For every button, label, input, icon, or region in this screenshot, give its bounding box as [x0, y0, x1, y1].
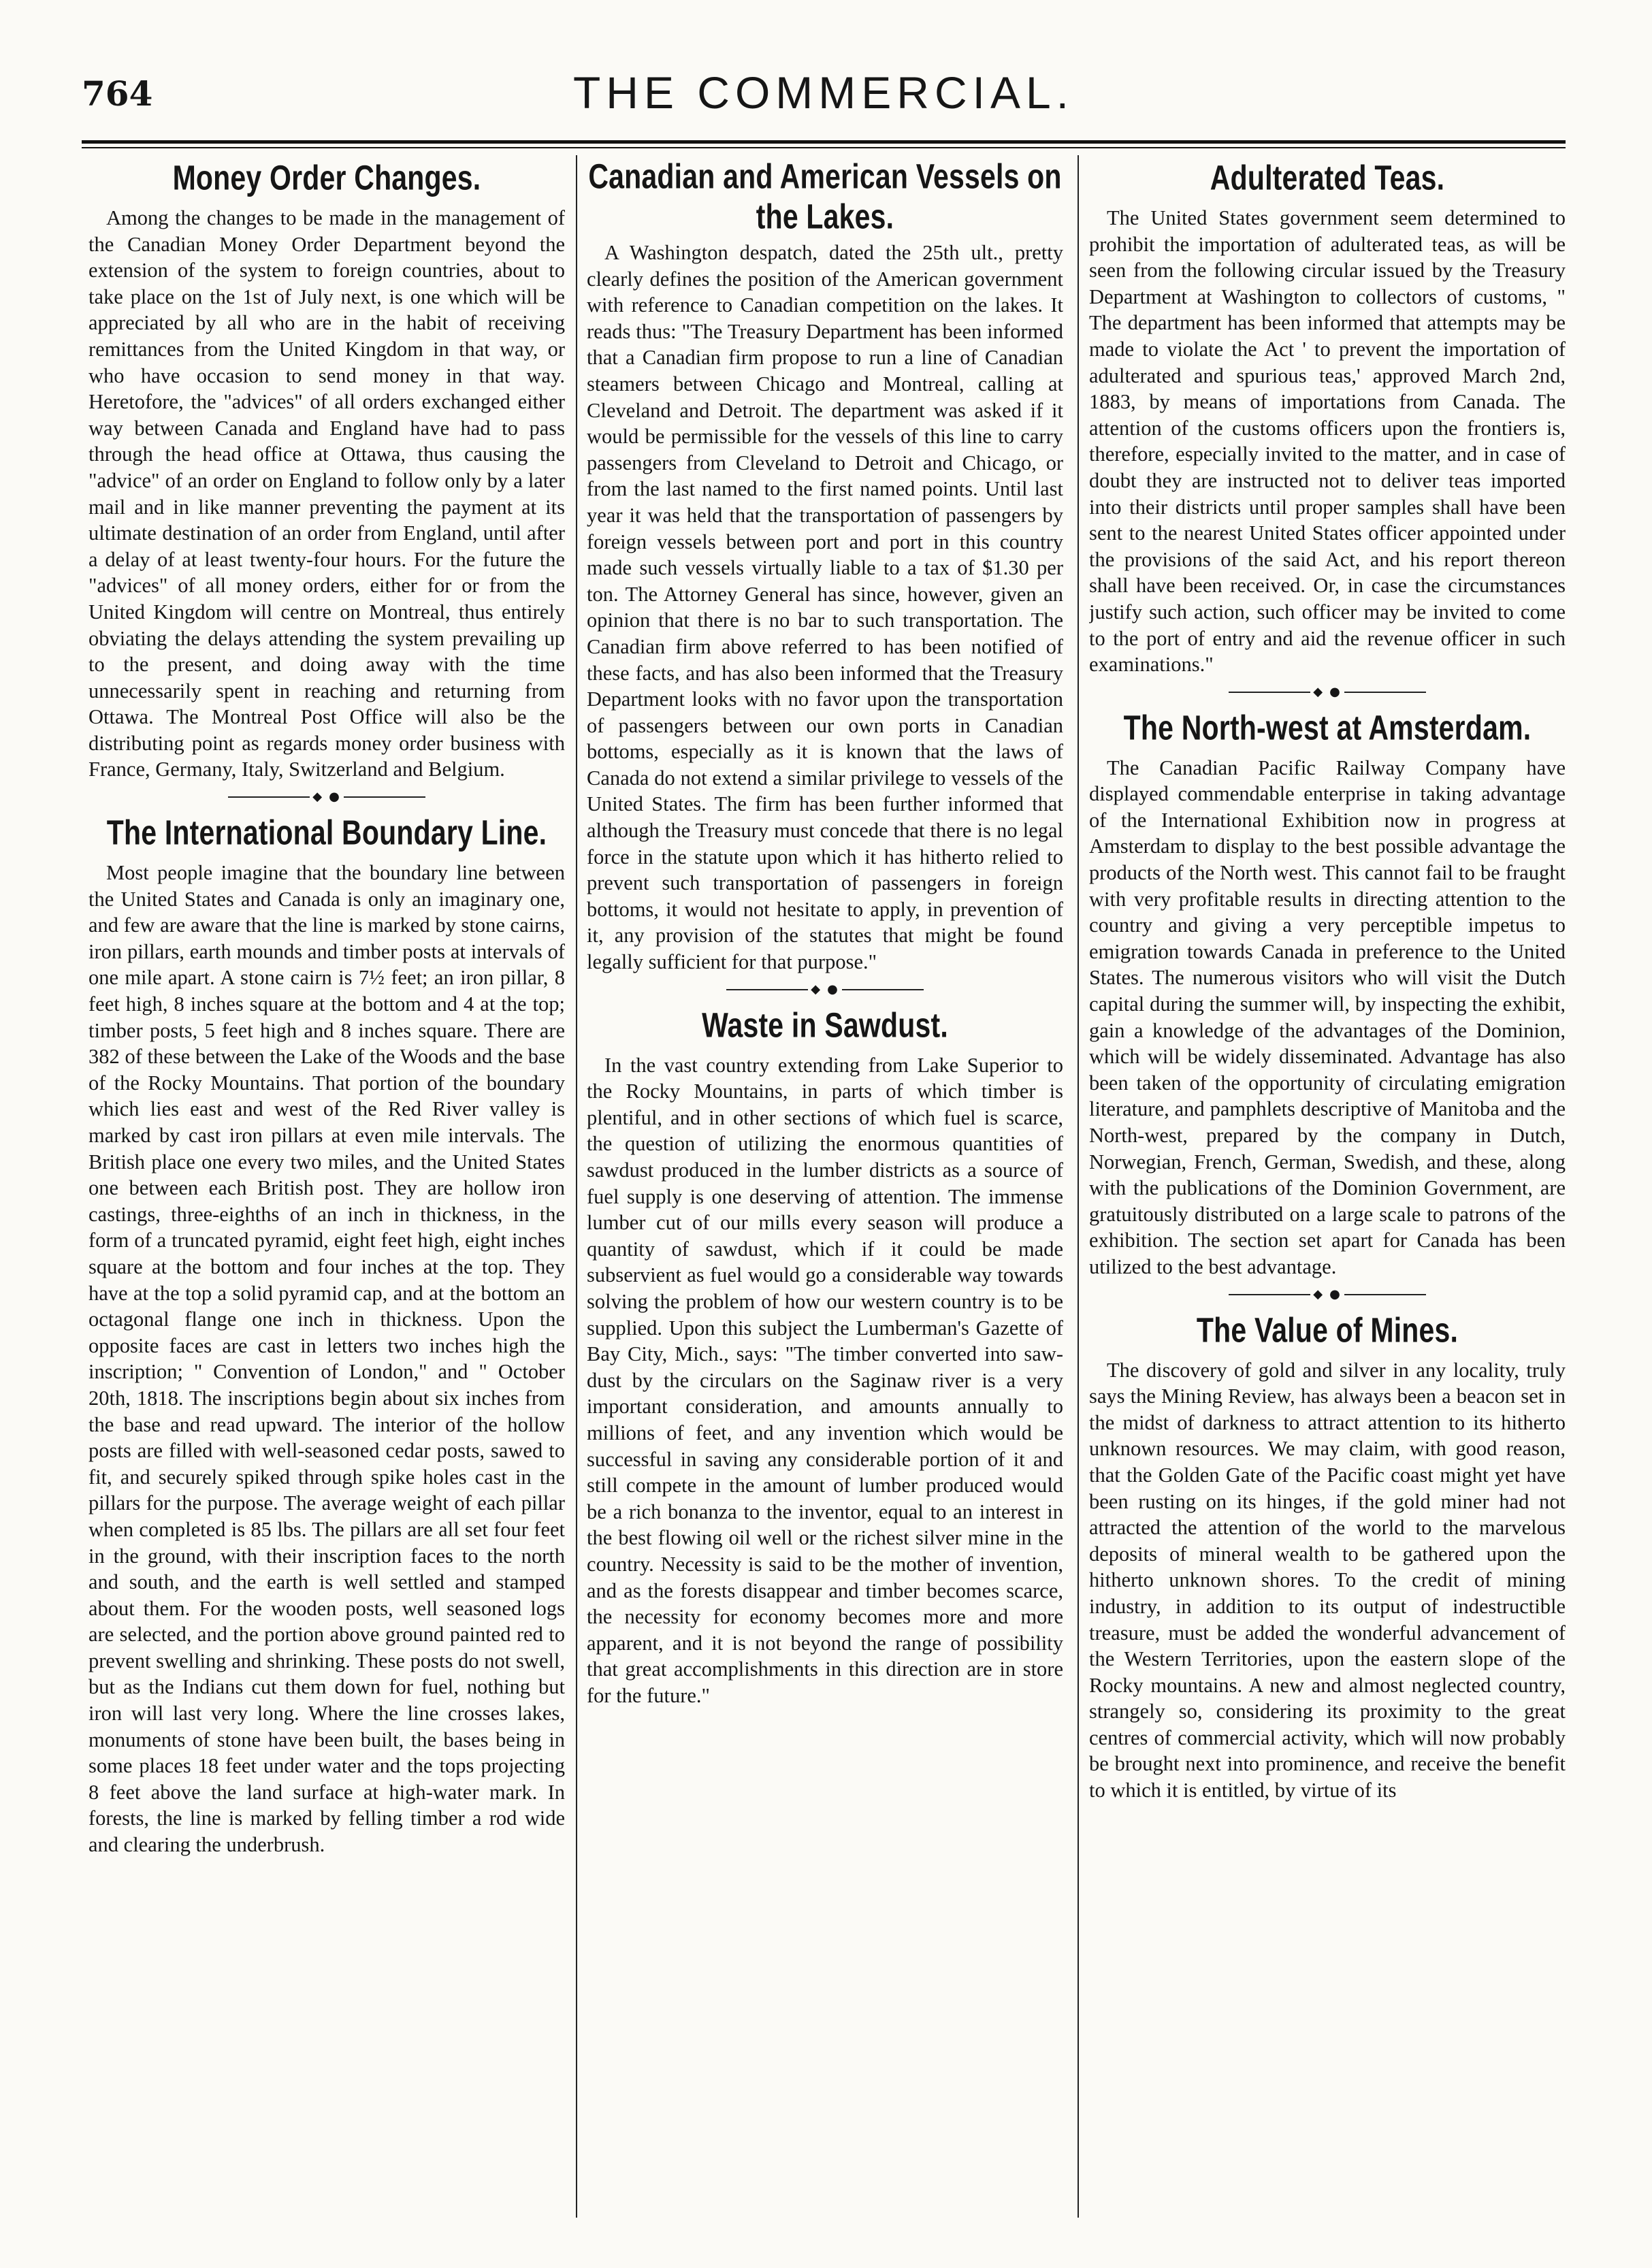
article-body-teas: The United States government seem determined to prohibit the importation of adulterated teas, as will be seen from the following circular issued by the Treasury Department at Washington to collectors of customs, " The department has been informed that attempts may be made to violate the Act ' to prevent the importation of adulterated and spurious teas,' approved March 2nd, 1883, by means of importations from Canada. The attention of the customs officers upon the frontiers is, therefore, especially invited to the matter, and in case of doubt they are instructed not to deliver teas imported into their districts until proper samples shall have been sent to the nearest United States officer appointed under the provisions of the said Act, and his report thereon shall have been received. Or, in case the circumstances justify such action, such officer may be invited to come to the port of entry and aid the revenue officer in such examinations." [1089, 206, 1566, 677]
newspaper-title: THE COMMERCIAL. [572, 67, 1075, 118]
article-headline-money-order: Money Order Changes. [172, 158, 481, 197]
article-headline-amsterdam: The North-west at Amsterdam. [1123, 707, 1532, 747]
column-2 [587, 158, 1063, 2220]
section-ornament: ◆ ● [88, 787, 565, 807]
section-ornament: ◆ ● [1089, 1284, 1566, 1305]
article-body-boundary-line: Most people imagine that the boundary line between the United States and Canada is only an imaginary one, and few are aware that the line is marked by stone cairns, iron pillars, earth mounds and timber posts at intervals of one mile apart. A stone cairn is 7½ feet; an iron pillar, 8 feet high, 8 inches square at the bottom and 4 at the top; timber posts, 5 feet high and 8 inches square. There are 382 of these between the Lake of the Woods and the base of the Rocky Mountains. That portion of the boundary which lies east and west of the Red River valley is marked by cast iron pillars at even mile intervals. The British place one every two miles, and the United States one between each British post. They are hollow iron castings, three-eighths of an inch in thickness, in the form of a truncated pyramid, eight feet high, eight inches square at the bottom and four inches at the top. They have at the top a solid pyramid cap, and at the bottom an octagonal flange one inch in thickness. Upon the opposite faces are cast in letters two inches high the inscription; " Convention of London," and " October 20th, 1818. The inscriptions begin about six inches from the base and read upward. The interior of the hollow posts are filled with well-seasoned cedar posts, sawed to fit, and securely spiked through spike holes cast in the pillars for the purpose. The average weight of each pillar when completed is 85 lbs. The pillars are all set four feet in the ground, with their inscription faces to the north and south, and the earth is well settled and stamped about them. For the wooden posts, well seasoned logs are selected, and the portion above ground painted red to prevent swelling and shrinking. These posts do not swell, but as the Indians cut them down for fuel, nothing but iron will last very long. Where the line crosses lakes, monuments of stone have been built, the bases being in some places 18 feet under water and the tops projecting 8 feet above the land surface at high-water mark. In forests, the line is marked by felling timber a rod wide and clearing the underbrush. [88, 861, 565, 1857]
article-headline-boundary-line: The International Boundary Line. [106, 813, 547, 852]
section-ornament: ◆ ● [587, 979, 1063, 1000]
masthead-rule-thin [82, 147, 1566, 148]
article-headline-sawdust: Waste in Sawdust. [702, 1005, 948, 1045]
article-headline-vessels: Canadian and American Vessels on the Lakes. [588, 158, 1062, 236]
column-divider-1 [576, 155, 577, 2218]
column-3 [1089, 158, 1566, 2220]
page-number: 764 [82, 74, 153, 114]
article-headline-teas: Adulterated Teas. [1210, 158, 1445, 197]
article-body-mines: The discovery of gold and silver in any locality, truly says the Mining Review, has always been a beacon set in the midst of darkness to attract attention to its hitherto unknown resources. We may claim, with good reason, that the Golden Gate of the Pacific coast might yet have been rusting on its hinges, if the gold miner had not attracted the attention of the world to the marvelous deposits of mineral wealth to be gathered upon the hitherto unknown shores. To the credit of mining industry, in addition to its output of indestructible treasure, must be added the wonderful advancement of the Western Territories, upon the eastern slope of the Rocky mountains. A new and almost neglected country, strangely so, considering its proximity to the great centres of commercial activity, which will now probably be brought next into prominence, and receive the benefit to which it is entitled, by virtue of its [1089, 1358, 1566, 1802]
column-divider-2 [1078, 155, 1079, 2218]
masthead-rule-thick [82, 140, 1566, 144]
masthead [82, 61, 1566, 129]
article-body-amsterdam: The Canadian Pacific Railway Company have displayed commendable enterprise in taking advantage of the International Exhibition now in progress at Amsterdam to display to the best possible advantage the products of the North west. This cannot fail to be fraught with very profitable results in directing attention to the country and giving a very perceptible impetus to emigration towards Canada in preference to the United States. The numerous visitors who will visit the Dutch capital during the summer will, by inspecting the exhibit, gain a knowledge of the advantages of the Dominion, which will be widely disseminated. Advantage has also been taken of the opportunity of circulating emigration literature, and pamphlets descriptive of Manitoba and the North-west, prepared by the company in Dutch, Norwegian, French, German, Swedish, and these, along with the publications of the Dominion Government, are gratuitously distributed on a large scale to patrons of the exhibition. The section set apart for Canada has been utilized to the best advantage. [1089, 756, 1566, 1278]
article-body-sawdust: In the vast country extending from Lake Superior to the Rocky Mountains, in parts of which timber is plentiful, and in other sections of which fuel is scarce, the question of utilizing the enormous quantities of sawdust produced in the lumber districts as a source of fuel supply is one deserving of attention. The immense lumber cut of our mills every season will produce a quantity of sawdust, which if it could be made subservient as fuel would go a considerable way towards solving the problem of how our western country is to be supplied. Upon this subject the Lumberman's Gazette of Bay City, Mich., says: "The timber converted into saw-dust by the circulars on the Saginaw river is a very important consideration, and amounts annually to millions of feet, and any invention which would be successful in saving any considerable portion of it and still compete in the amount of lumber produced would be a rich bonanza to the inventor, equal to an interest in the best flowing oil well or the richest silver mine in the country. Necessity is said to be the mother of invention, and as the forests disappear and timber becomes scarce, the necessity for economy becomes more and more apparent, and it is not beyond the range of possibility that great accomplishments in this direction are in store for the future." [587, 1053, 1063, 1707]
article-body-money-order: Among the changes to be made in the management of the Canadian Money Order Department beyond the extension of the system to foreign countries, about to take place on the 1st of July next, is one which will be appreciated by all who are in the habit of receiving remittances from the United Kingdom in that way, or who have occasion to send money in that way. Heretofore, the "advices" of all orders exchanged either way between Canada and England have had to pass through the head office at Ottawa, thus causing the "advice" of an order on England to follow only by a later mail and in like manner preventing the payment at its ultimate destination of an order from England, until after a delay of at least twenty-four hours. For the future the "advices" of all money orders, either for or from the United Kingdom will centre on Montreal, thus entirely obviating the delays attending the system prevailing up to the present, and doing away with the time unnecessarily spent in reaching and returning from Ottawa. The Montreal Post Office will also be the distributing point as regards money order business with France, Germany, Italy, Switzerland and Belgium. [88, 206, 565, 781]
article-headline-mines: The Value of Mines. [1196, 1310, 1459, 1350]
section-ornament: ◆ ● [1089, 682, 1566, 702]
column-1 [88, 158, 565, 2220]
article-body-vessels: A Washington despatch, dated the 25th ult., pretty clearly defines the position of the American government with reference to Canadian competition on the lakes. It reads thus: "The Treasury Department has been informed that a Canadian firm propose to run a line of Canadian steamers between Chicago and Montreal, calling at Cleveland and Detroit. The department was asked if it would be permissible for the vessels of this line to carry passengers from Cleveland to Detroit and Chicago, or from the last named to the first named points. Until last year it was held that the transportation of passengers by foreign vessels between port and port in this country made such vessels virtually liable to a tax of $1.30 per ton. The Attorney General has since, however, given an opinion that there is no bar to such transportation. The Canadian firm above referred to has been notified of these facts, and has also been informed that the Treasury Department looks with no favor upon the transportation of passengers between our own ports in Canadian bottoms, especially as it is known that the laws of Canada do not extend a similar privilege to vessels of the United States. The firm has been further informed that although the Treasury must concede that there is no legal force in the statute upon which it has hitherto relied to prevent such transportation of passengers in foreign bottoms, it would not hesitate to apply, in prevention of it, any provision of the statutes that might be found legally sufficient for that purpose." [587, 241, 1063, 974]
